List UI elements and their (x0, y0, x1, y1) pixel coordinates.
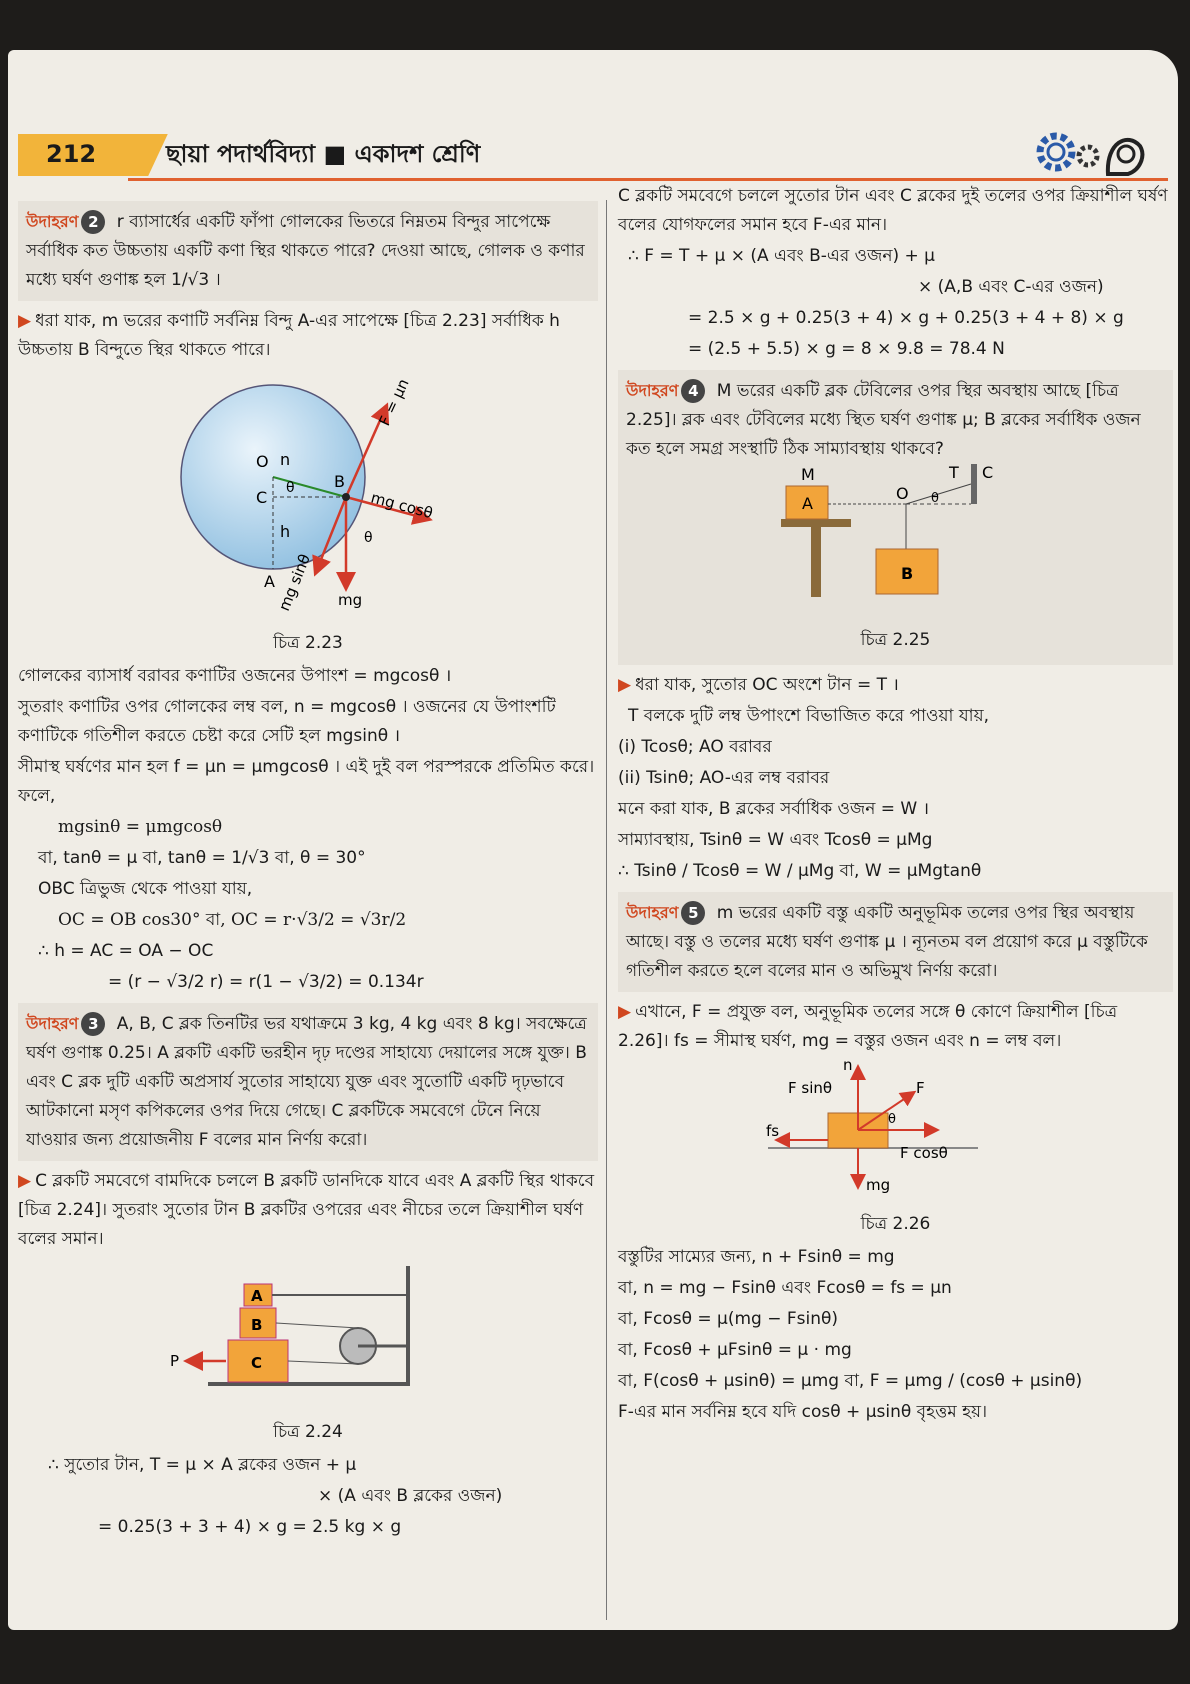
label-mg: mg (866, 1176, 891, 1194)
text-line: গোলকের ব্যাসার্ধ বরাবর কণাটির ওজনের উপাংশ = mgcosθ । (18, 666, 452, 686)
figure-caption: চিত্র 2.26 (860, 1214, 931, 1234)
example-tag: উদাহরণ 4 (626, 376, 705, 405)
equation: × (A এবং B ব্লকের ওজন) (318, 1486, 503, 1506)
label-mg: mg (338, 591, 363, 609)
label-A: A (251, 1287, 263, 1305)
equation: বস্তুটির সাম্যের জন্য, n + Fsinθ = mg (618, 1247, 895, 1267)
example-5-question: উদাহরণ 5 m ভরের একটি বস্তু একটি অনুভূমিক তলের ওপর স্থির অবস্থায় আছে। বস্তু ও তলের মধ্যে ঘর্ষণ গুণাঙ্ক μ । ন্যূনতম বল প্রয়োগ করে μ বস্তুটিকে গতিশীল করতে হলে বলের মান ও অভিমুখ নির্ণয় করো। (618, 892, 1173, 992)
equation: = 2.5 × g + 0.25(3 + 4) × g + 0.25(3 + 4 + 8) × g (688, 308, 1124, 328)
equation: ∴ F = T + μ × (A এবং B-এর ওজন) + μ (628, 246, 935, 266)
label-fs: fs (766, 1122, 780, 1140)
label-theta: θ (286, 480, 295, 496)
text-line: সুতরাং কণাটির ওপর গোলকের লম্ব বল, n = mgcosθ । ওজনের যে উপাংশটি কণাটিকে গতিশীল করতে চেষ্টা করে সেটি হল mgsinθ । (18, 697, 556, 746)
example-3-intro: ▶ C ব্লকটি সমবেগে বামদিকে চললে B ব্লকটি ডানদিকে যাবে এবং A ব্লকটি স্থির থাকবে [চিত্র 2.24]। সুতরাং সুতোর টান B ব্লকটির ওপরের এবং নীচের তলে ক্রিয়াশীল ঘর্ষণ বলের সমান। (18, 1171, 595, 1249)
label-B: B (251, 1316, 263, 1334)
example-tag: উদাহরণ 5 (626, 898, 705, 927)
equation: ∴ সুতোর টান, T = μ × A ব্লকের ওজন + μ (48, 1455, 357, 1475)
text-line: সাম্যাবস্থায়, Tsinθ = W এবং Tcosθ = μMg (618, 830, 933, 850)
label-mgcos: mg cosθ (368, 488, 435, 523)
label-B: B (901, 564, 914, 583)
equation: বা, F(cosθ + μsinθ) = μmg বা, F = μmg / (cosθ + μsinθ) (618, 1371, 1083, 1391)
right-column (618, 180, 1173, 1429)
label-M: M (801, 465, 815, 484)
example-3-question: উদাহরণ 3 A, B, C ব্লক তিনটির ভর যথাক্রমে 3 kg, 4 kg এবং 8 kg। সবক্ষেত্রে ঘর্ষণ গুণাঙ্ক 0.25। A ব্লকটি একটি ভরহীন দৃঢ় দণ্ডের সাহায্যে দেয়ালের সঙ্গে যুক্ত। B এবং C ব্লক দুটি একটি অপ্রসার্য সুতোর সাহায্যে যুক্ত এবং সুতোটি একটি দৃঢ়ভাবে আটকানো মসৃণ কপিকলের ওপর দিয়ে গেছে। C ব্লকটিকে সমবেগে টেনে নিয়ে যাওয়ার জন্য প্রয়োজনীয় F বলের মান নির্ণয় করো। (18, 1003, 598, 1161)
equation: OC = OB cos30° বা, OC = r·√3/2 = √3r/2 (58, 910, 407, 930)
figure-2-26 (618, 1058, 1173, 1198)
label-theta2: θ (364, 530, 373, 546)
label-Fcos: F cosθ (900, 1144, 948, 1162)
text-line: (ii) Tsinθ; AO-এর লম্ব বরাবর (618, 768, 830, 788)
text-line: OBC ত্রিভুজ থেকে পাওয়া যায়, (38, 879, 253, 899)
book-page (8, 50, 1178, 1630)
label-C: C (256, 488, 268, 507)
text-line: ▶ ধরা যাক, সুতোর OC অংশে টান = T । (618, 675, 899, 695)
example-2-intro: ▶ ধরা যাক, m ভরের কণাটি সর্বনিম্ন বিন্দু A-এর সাপেক্ষে [চিত্র 2.23] সর্বাধিক h উচ্চতায় B বিন্দুতে স্থির থাকতে পারে। (18, 311, 560, 360)
text-line: F-এর মান সর্বনিম্ন হবে যদি cosθ + μsinθ বৃহত্তম হয়। (618, 1402, 988, 1422)
label-mgsin: mg sinθ (275, 551, 315, 614)
equation: ∴ h = AC = OA − OC (38, 941, 214, 961)
label-F: F = μn (375, 375, 413, 429)
label-C: C (251, 1354, 263, 1372)
label-T: T (949, 464, 959, 482)
label-theta: θ (888, 1112, 896, 1127)
label-P: P (170, 1352, 180, 1370)
text-line: মনে করা যাক, B ব্লকের সর্বাধিক ওজন = W । (618, 799, 930, 819)
text-line: T বলকে দুটি লম্ব উপাংশে বিভাজিত করে পাওয়া যায়, (628, 706, 990, 726)
text-line: C ব্লকটি সমবেগে চললে সুতোর টান এবং C ব্লকের দুই তলের ওপর ক্রিয়াশীল ঘর্ষণ বলের যোগফলের সমান হবে F-এর মান। (618, 186, 1168, 235)
equation: বা, tanθ = μ বা, tanθ = 1/√3 বা, θ = 30° (38, 848, 366, 868)
label-A: A (802, 494, 813, 513)
text-line: সীমাস্থ ঘর্ষণের মান হল f = μn = μmgcosθ । এই দুই বল পরস্পরকে প্রতিমিত করে। ফলে, (18, 757, 595, 806)
equation: ∴ Tsinθ / Tcosθ = W / μMg বা, W = μMgtanθ (618, 861, 982, 881)
label-F: F (916, 1079, 925, 1097)
equation: = (r − √3/2 r) = r(1 − √3/2) = 0.134r (108, 972, 424, 992)
page-header (18, 120, 1168, 182)
page-number: 212 (46, 140, 97, 168)
label-A: A (264, 572, 275, 591)
figure-2-23 (18, 367, 598, 617)
figure-2-24 (18, 1256, 598, 1406)
figure-caption: চিত্র 2.23 (273, 633, 343, 653)
example-2-question: উদাহরণ 2 r ব্যাসার্ধের একটি ফাঁপা গোলকের ভিতরে নিম্নতম বিন্দুর সাপেক্ষে সর্বাধিক কত উচ্চতায় একটি কণা স্থির থাকতে পারে? দেওয়া আছে, গোলক ও কণার মধ্যে ঘর্ষণ গুণাঙ্ক হল 1/√3 । (18, 201, 598, 301)
example-tag: উদাহরণ 3 (26, 1009, 105, 1038)
label-Fsin: F sinθ (788, 1079, 833, 1097)
equation: mgsinθ = μmgcosθ (58, 817, 223, 837)
label-O: O (256, 452, 269, 471)
figure-2-25 (626, 464, 1161, 614)
equation: বা, Fcosθ = μ(mg − Fsinθ) (618, 1309, 839, 1329)
equation: × (A,B এবং C-এর ওজন) (918, 277, 1104, 297)
label-O: O (896, 484, 909, 503)
label-C: C (982, 464, 994, 482)
label-h: h (280, 522, 291, 541)
label-n: n (280, 450, 291, 469)
label-n: n (843, 1058, 853, 1074)
equation: বা, Fcosθ + μFsinθ = μ · mg (618, 1340, 852, 1360)
equation: = 0.25(3 + 3 + 4) × g = 2.5 kg × g (98, 1517, 402, 1537)
label-theta: θ (931, 491, 939, 506)
equation: = (2.5 + 5.5) × g = 8 × 9.8 = 78.4 N (688, 339, 1005, 359)
label-B: B (334, 472, 345, 491)
example-5-intro: ▶ এখানে, F = প্রযুক্ত বল, অনুভূমিক তলের সঙ্গে θ কোণে ক্রিয়াশীল [চিত্র 2.26]। fs = সীমাস্থ ঘর্ষণ, mg = বস্তুর ওজন এবং n = লম্ব বল। (618, 1002, 1118, 1051)
figure-caption: চিত্র 2.25 (860, 630, 931, 650)
example-tag: উদাহরণ 2 (26, 207, 105, 236)
figure-caption: চিত্র 2.24 (273, 1422, 343, 1442)
equation: বা, n = mg − Fsinθ এবং Fcosθ = fs = μn (618, 1278, 952, 1298)
gear-logo-icon (1028, 122, 1148, 180)
left-column (18, 195, 598, 1544)
book-title: ছায়া পদার্থবিদ্যা ■ একাদশ শ্রেণি (166, 140, 481, 168)
text-line: (i) Tcosθ; AO বরাবর (618, 737, 772, 757)
example-4-question: উদাহরণ 4 M ভরের একটি ব্লক টেবিলের ওপর স্থির অবস্থায় আছে [চিত্র 2.25]। ব্লক এবং টেবিলের মধ্যে স্থিত ঘর্ষণ গুণাঙ্ক μ; B ব্লকের সর্বাধিক ওজন কত হলে সমগ্র সংস্থাটি ঠিক সাম্যাবস্থায় থাকবে? M A O θ T C B চিত্র 2.25 (618, 370, 1173, 665)
